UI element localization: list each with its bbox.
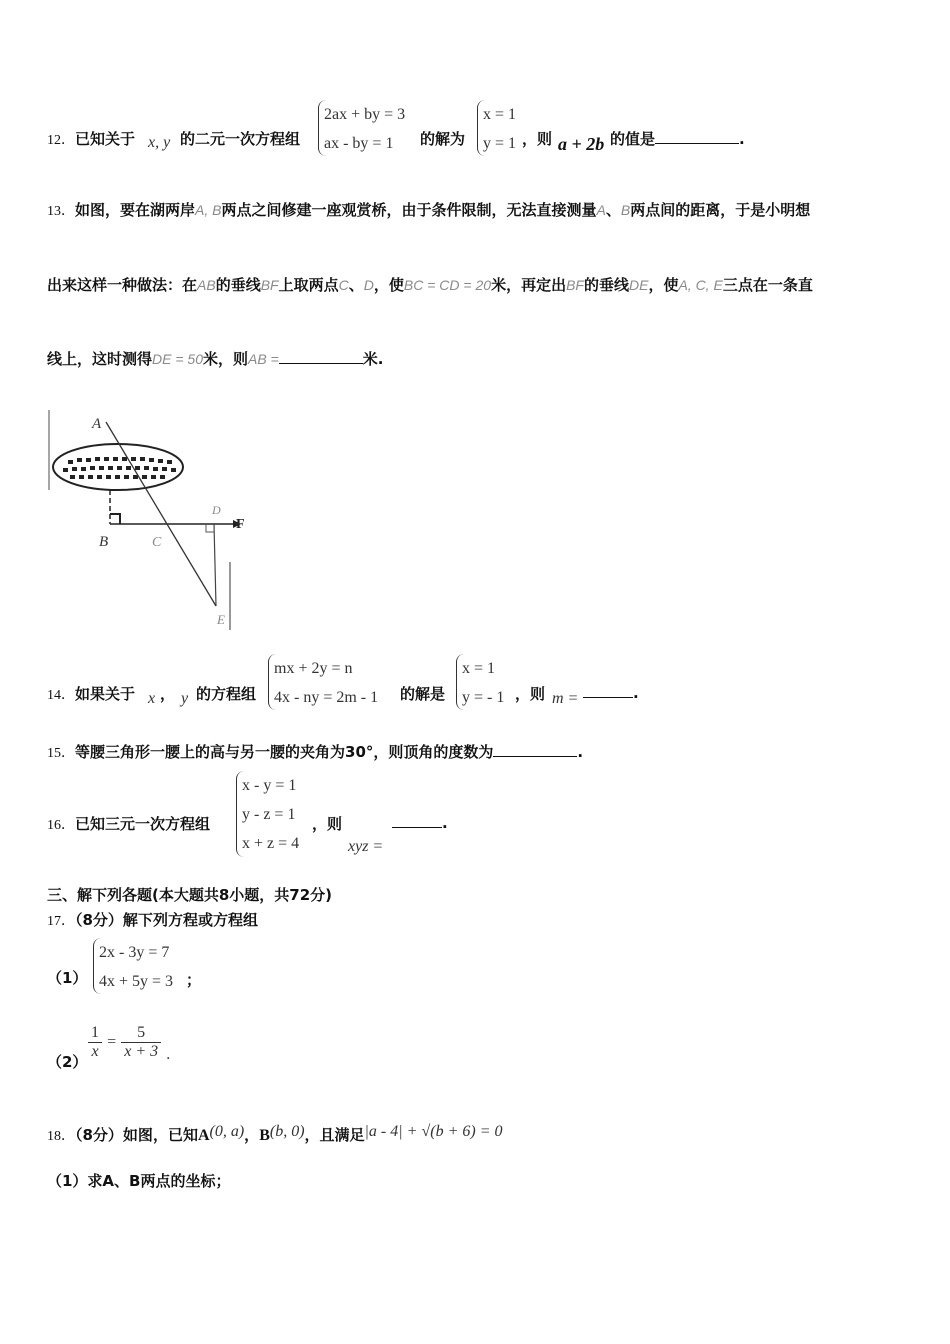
q16-answer-blank (392, 813, 442, 828)
q14-solution: x = 1 y = - 1 (456, 654, 504, 710)
q13-answer-blank (279, 349, 363, 364)
q14-system: mx + 2y = n 4x - ny = 2m - 1 (268, 654, 378, 710)
q13-line2: 出来这样一种做法：在AB的垂线BF上取两点C、D，使BC = CD = 20米，再定出BF的垂线DE，使A, C, E三点在一条直 (47, 276, 813, 294)
right-angle-d-icon (206, 524, 214, 532)
q16-text2: ，则 (312, 815, 343, 833)
q14-line: 14．如果关于 (47, 685, 136, 703)
q18-subquestion-1: （1）求A、B两点的坐标； (47, 1172, 231, 1190)
q14-text3: 的解是 (400, 685, 446, 703)
q13-line3: 线上，这时测得DE = 50米，则AB = 米. (47, 350, 384, 368)
q14-y: y (181, 690, 189, 707)
q17-part1-label: （1） (47, 969, 88, 987)
fraction-right: $\frac{5}{x + 3}$ (121, 1024, 161, 1061)
q17-head: 17．（8分）解下列方程或方程组 (47, 911, 258, 929)
q17-semicolon: ； (186, 971, 202, 989)
q12-system: 2ax + by = 3 ax - by = 1 (318, 100, 405, 156)
q12-text4: ，则 (522, 130, 553, 148)
q16-line: 16．已知三元一次方程组 (47, 815, 211, 833)
q17-fraction-equation: $\frac{1}{x}$ = $\frac{5}{x + 3}$ . (88, 1024, 170, 1064)
q15-answer-blank (493, 742, 577, 757)
right-angle-b-icon (110, 514, 120, 524)
q12-line: 12．已知关于 (47, 130, 136, 148)
q12-text5: 的值是 . (610, 130, 745, 148)
q16-answer: . (392, 813, 448, 832)
q14-x: x (148, 690, 156, 707)
q12-answer-blank (655, 129, 739, 144)
q12-vars: x, y (148, 134, 171, 151)
q17-system: 2x - 3y = 7 4x + 5y = 3 (93, 938, 173, 994)
label-c: C (152, 535, 162, 550)
q12-text2: 的二元一次方程组 (180, 130, 301, 148)
label-d: D (212, 503, 221, 517)
q13-line1: 13．如图，要在湖两岸A, B两点之间修建一座观赏桥，由于条件限制，无法直接测量A、B两点间的距离，于是小明想 (47, 201, 811, 219)
q16-system: x - y = 1 y - z = 1 x + z = 4 (236, 771, 299, 857)
q12-solution: x = 1 y = 1 (477, 100, 516, 156)
q14-text4: ，则 (515, 685, 546, 703)
label-b: B (99, 534, 109, 550)
lake-dots (63, 457, 176, 479)
fraction-left: $\frac{1}{x}$ (88, 1024, 102, 1061)
q17-part2-label: （2） (47, 1053, 88, 1071)
section3-title: 三、解下列各题(本大题共8小题，共72分) (47, 886, 333, 904)
q14-comma: ， (160, 685, 176, 703)
q14-m: m = (552, 690, 579, 707)
q13-figure (48, 410, 248, 632)
label-e: E (217, 612, 225, 627)
q14-answer: . (583, 683, 639, 702)
q14-text2: 的方程组 (196, 685, 257, 703)
q12-expr: a + 2b (558, 134, 605, 154)
q12-text3: 的解为 (420, 130, 466, 148)
q16-xyz: xyz = (348, 838, 384, 855)
q15-line: 15．等腰三角形一腰上的高与另一腰的夹角为30°，则顶角的度数为 . (47, 743, 584, 761)
q18-line: 18．（8分）如图，已知A(0, a)，B(b, 0)，且满足|a - 4| + √(b + 6) = 0 (47, 1123, 503, 1144)
q14-answer-blank (583, 683, 633, 698)
label-a: A (92, 416, 102, 432)
label-f: F (236, 517, 245, 532)
line-de (214, 524, 216, 606)
